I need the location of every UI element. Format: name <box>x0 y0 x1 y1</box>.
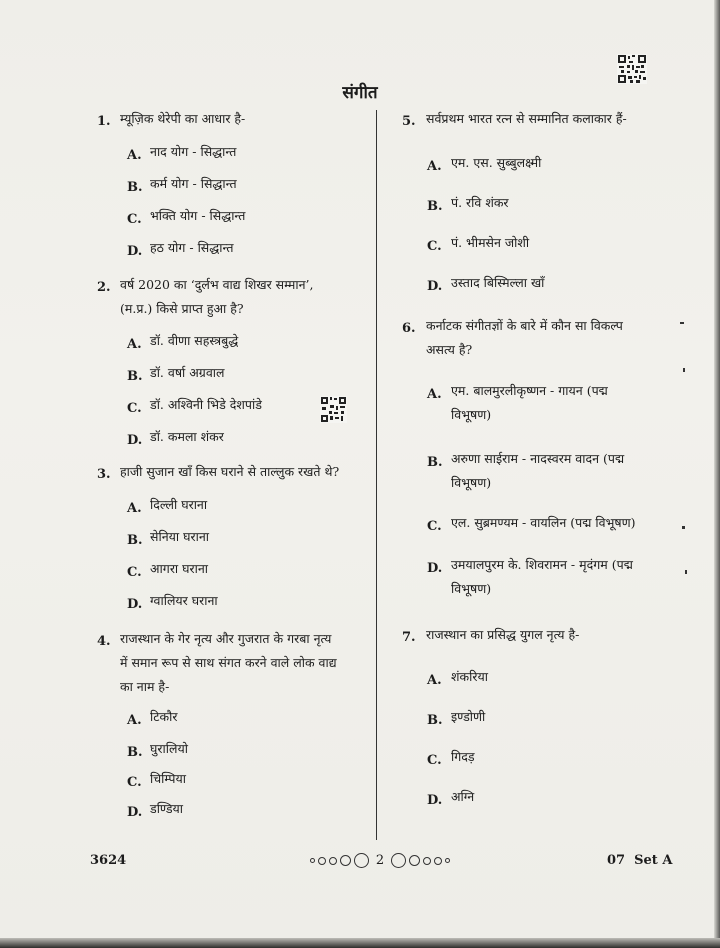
question-text-line: का नाम है- <box>120 679 170 694</box>
option-letter: B. <box>427 713 443 728</box>
ornament-circle-icon <box>423 857 431 865</box>
option-letter: C. <box>127 775 142 790</box>
option-letter: B. <box>127 533 143 548</box>
option-letter: A. <box>427 387 442 402</box>
margin-mark <box>685 570 687 574</box>
page-number-ornament <box>285 853 475 868</box>
option-text: कर्म योग - सिद्धान्त <box>150 176 237 191</box>
qr-code-icon <box>320 396 347 423</box>
question-number: 1. <box>97 114 111 129</box>
option-letter: D. <box>427 793 443 808</box>
option-letter: C. <box>427 753 442 768</box>
option-text: हठ योग - सिद्धान्त <box>150 240 234 255</box>
option-letter: D. <box>127 805 143 820</box>
option-letter: A. <box>127 337 142 352</box>
question-text-line: में समान रूप से साथ संगत करने वाले लोक वाद्य <box>120 655 337 670</box>
option-text-line: विभूषण) <box>451 407 492 422</box>
ornament-circle-icon <box>318 857 326 865</box>
column-divider <box>376 110 377 840</box>
question-number: 6. <box>402 321 416 336</box>
option-text: डॉ. कमला शंकर <box>150 429 224 444</box>
option-text: इण्डोणी <box>451 709 486 724</box>
option-text-line: उमयालपुरम के. शिवरामन - मृदंगम (पद्म <box>451 557 633 572</box>
option-text: पं. रवि शंकर <box>451 195 509 210</box>
question-text: राजस्थान का प्रसिद्ध युगल नृत्य है- <box>426 627 580 642</box>
question-text-line: कर्नाटक संगीतज्ञों के बारे में कौन सा विकल्प <box>426 318 623 333</box>
ornament-circle-icon <box>354 853 369 868</box>
option-text: पं. भीमसेन जोशी <box>451 235 530 250</box>
question-number: 5. <box>402 114 416 129</box>
option-letter: C. <box>427 239 442 254</box>
option-text: नाद योग - सिद्धान्त <box>150 144 237 159</box>
ornament-circle-icon <box>409 855 420 866</box>
option-text-line: एल. सुब्रमण्यम - वायलिन (पद्म विभूषण) <box>451 515 636 530</box>
option-text: शंकरिया <box>451 669 488 684</box>
option-text: भक्ति योग - सिद्धान्त <box>150 208 246 223</box>
ornament-circle-icon <box>329 857 337 865</box>
option-letter: C. <box>127 212 142 227</box>
margin-mark <box>683 368 685 372</box>
question-number: 4. <box>97 634 111 649</box>
option-text: दिल्ली घराना <box>150 497 208 512</box>
option-letter: B. <box>127 745 143 760</box>
paper-code: 3624 <box>90 853 127 868</box>
page-edge-right <box>714 0 720 948</box>
question-text: म्यूज़िक थेरेपी का आधार है- <box>120 111 246 126</box>
option-letter: A. <box>427 159 442 174</box>
ornament-circle-icon <box>391 853 406 868</box>
option-letter: C. <box>127 401 142 416</box>
option-letter: C. <box>127 565 142 580</box>
option-text: घुरालियो <box>150 741 188 756</box>
option-letter: A. <box>127 501 142 516</box>
ornament-circle-icon <box>434 857 442 865</box>
option-text-line: विभूषण) <box>451 475 492 490</box>
question-number: 7. <box>402 630 416 645</box>
option-text-line: विभूषण) <box>451 581 492 596</box>
option-letter: D. <box>427 561 443 576</box>
margin-mark <box>682 526 685 529</box>
ornament-circle-icon <box>340 855 351 866</box>
option-letter: B. <box>427 455 443 470</box>
option-letter: D. <box>127 244 143 259</box>
question-text-line: (म.प्र.) किसे प्राप्त हुआ है? <box>120 301 244 316</box>
margin-mark <box>680 322 684 324</box>
option-text: डॉ. वीणा सहस्त्रबुद्धे <box>150 333 239 348</box>
option-letter: B. <box>127 369 143 384</box>
ornament-circle-icon <box>310 858 315 863</box>
option-text: एम. एस. सुब्बुलक्ष्मी <box>451 155 542 170</box>
option-text: सेनिया घराना <box>150 529 209 544</box>
option-text: ग्वालियर घराना <box>150 593 218 608</box>
option-letter: A. <box>427 673 442 688</box>
option-text: चिम्पिया <box>150 771 186 786</box>
set-label: 07 Set A <box>607 853 673 868</box>
option-text: आगरा घराना <box>150 561 209 576</box>
page-edge-bottom <box>0 938 720 948</box>
ornament-circle-icon <box>445 858 450 863</box>
page-number: 2 <box>375 853 385 868</box>
question-text-line: असत्य है? <box>426 342 473 357</box>
question-text: सर्वप्रथम भारत रत्न से सम्मानित कलाकार हैं- <box>426 111 627 126</box>
question-text-line: वर्ष 2020 का ‘दुर्लभ वाद्य शिखर सम्मान’, <box>120 277 314 292</box>
option-text: अग्नि <box>451 789 475 804</box>
question-text: हाजी सुजान खाँ किस घराने से ताल्लुक रखते थे? <box>120 464 340 479</box>
option-letter: A. <box>127 713 142 728</box>
option-letter: B. <box>127 180 143 195</box>
option-text: गिदड़ <box>451 749 475 764</box>
option-letter: D. <box>127 597 143 612</box>
option-letter: B. <box>427 199 443 214</box>
question-text-line: राजस्थान के गेर नृत्य और गुजरात के गरबा नृत्य <box>120 631 332 646</box>
subject-title: संगीत <box>342 83 378 103</box>
option-text: डण्डिया <box>150 801 184 816</box>
option-text: डॉ. अश्विनी भिडे देशपांडे <box>150 397 262 412</box>
option-text-line: अरुणा साईराम - नादस्वरम वादन (पद्म <box>451 451 625 466</box>
option-text: उस्ताद बिस्मिल्ला खाँ <box>451 275 545 290</box>
option-text-line: एम. बालमुरलीकृष्णन - गायन (पद्म <box>451 383 608 398</box>
option-letter: C. <box>427 519 442 534</box>
option-text: डॉ. वर्षा अग्रवाल <box>150 365 225 380</box>
question-number: 3. <box>97 467 111 482</box>
option-text: टिकौर <box>150 709 178 724</box>
question-number: 2. <box>97 280 111 295</box>
option-letter: A. <box>127 148 142 163</box>
option-letter: D. <box>427 279 443 294</box>
option-letter: D. <box>127 433 143 448</box>
